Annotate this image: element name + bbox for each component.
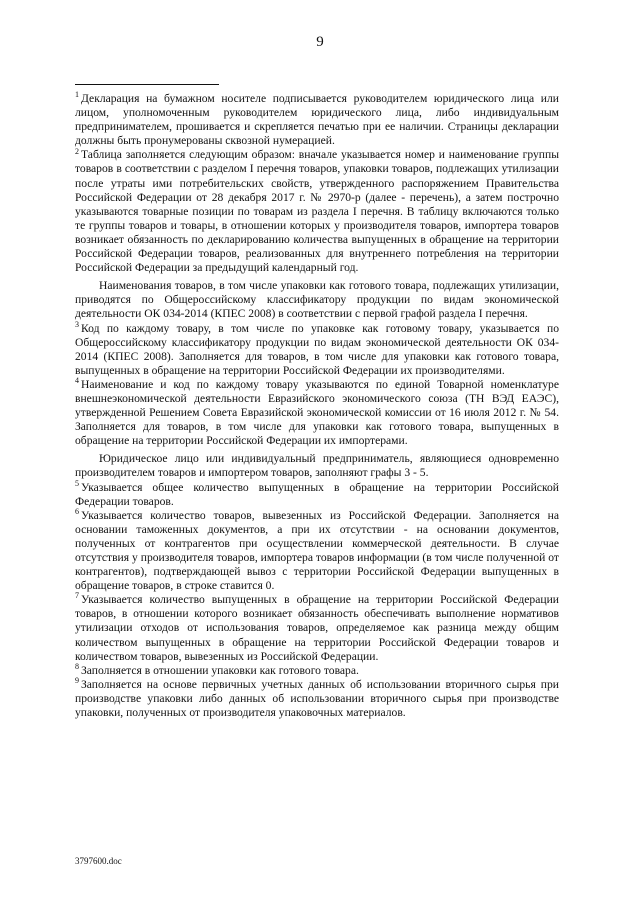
- footnote-text: Код по каждому товару, в том числе по упаковке как готовому товару, указывается по Общероссийскому классификатору продукции по видам экономической деятельности ОК 034-2014 (КПЕС 2008). Заполняется для товаров, в том числе для упаковки как готового товара, выпущенных в обращение на территории Российской Федерации их производителями.: [75, 321, 559, 377]
- footnote-5: [75, 478, 559, 509]
- footnote-mark: 7: [75, 591, 79, 601]
- footnote-text: Заполняется в отношении упаковки как готового товара.: [81, 663, 359, 677]
- footnote-text: Указывается общее количество выпущенных в обращение на территории Российской Федерации товаров.: [75, 480, 559, 508]
- footnote-text: Таблица заполняется следующим образом: вначале указывается номер и наименование группы товаров в соответствии с разделом I перечня товаров, упаковки товаров, подлежащих утилизации после утраты ими потребительских свойств, утвержденного распоряжением Правительства Российской Федерации от 28 декабря 2017 г. № 2970-р (далее - перечень), а затем построчно указываются товарные позиции по товарам из раздела I перечня. В таблицу включаются только те группы товаров и товары, в отношении которых у производителя товаров, импортера товаров возникает обязанность по декларированию количества выпущенных в обращение на территории Российской Федерации товаров, реализованных для внутреннего потребления на территории Российской Федерации за предыдущий календарный год.: [75, 148, 559, 275]
- footnote-2: [75, 148, 559, 321]
- footnote-text: Указывается количество товаров, вывезенных из Российской Федерации. Заполняется на основании таможенных документов, а при их отсутствии - на основании документов, полученных от контрагентов при осуществлении коммерческой деятельности. В случае отсутствия у производителя товаров, импортера товаров информации (в том числе полученной от контрагентов), подтверждающей вывоз с территории Российской Федерации выпущенных в обращение товаров, в строке ставится 0.: [75, 508, 559, 593]
- footnote-mark: 8: [75, 661, 79, 671]
- footnote-6: [75, 506, 559, 594]
- footnote-mark: 4: [75, 376, 79, 386]
- footnote-text: Декларация на бумажном носителе подписывается руководителем юридического лица или лицом, уполномоченным руководителем юридического лица, либо индивидуальным предпринимателем, прошивается и скрепляется печатью при ее наличии. Страницы декларации должны быть пронумерованы сквозной нумерацией.: [75, 92, 559, 148]
- footnote-paragraph: Наименования товаров, в том числе упаковки как готового товара, подлежащих утилизации, приводятся по Общероссийскому классификатору продукции по видам экономической деятельности ОК 034-2014 (КПЕС 2008) в соответствии с первой графой раздела I перечня.: [75, 279, 559, 321]
- document-id: 3797600.doc: [75, 856, 122, 866]
- footnote-3: [75, 319, 559, 378]
- page-number: 9: [316, 34, 324, 50]
- footnote-7: [75, 593, 559, 663]
- footnote-paragraph: Юридическое лицо или индивидуальный предприниматель, являющиеся одновременно производителем товаров и импортером товаров, заполняют графы 3 - 5.: [75, 452, 559, 480]
- footnote-9: [75, 675, 559, 720]
- footnote-1: [75, 92, 559, 148]
- footnotes: [75, 92, 559, 720]
- footnote-mark: 9: [75, 675, 79, 685]
- footnote-8: [75, 661, 559, 678]
- footnote-mark: 1: [75, 90, 79, 100]
- footnote-separator: [75, 84, 219, 85]
- footnote-mark: 2: [75, 146, 79, 156]
- footnote-mark: 6: [75, 506, 79, 516]
- footnote-mark: 3: [75, 319, 79, 329]
- footnote-text: Заполняется на основе первичных учетных данных об использовании вторичного сырья при производстве упаковки либо данных об использовании вторичного сырья при производстве упаковки, полученных от производителя упаковочных материалов.: [75, 677, 559, 720]
- footnote-text: Наименование и код по каждому товару указываются по единой Товарной номенклатуре внешнеэкономической деятельности Евразийского экономического союза (ТН ВЭД ЕАЭС), утвержденной Решением Совета Евразийской экономической комиссии от 16 июля 2012 г. № 54. Заполняется для товаров, в том числе для упаковки как готового товара, выпущенных в обращение на территории Российской Федерации их импортерами.: [75, 377, 559, 448]
- footnote-text: Указывается количество выпущенных в обращение на территории Российской Федерации товаров, в отношении которого возникает обязанность обеспечивать выполнение нормативов утилизации отходов от использования товаров, определяемое как разница между общим количеством выпущенных в обращение на территории Российской Федерации товаров и количеством товаров, вывезенных из Российской Федерации.: [75, 593, 559, 663]
- footnote-4: [75, 378, 559, 481]
- footnote-mark: 5: [75, 478, 79, 488]
